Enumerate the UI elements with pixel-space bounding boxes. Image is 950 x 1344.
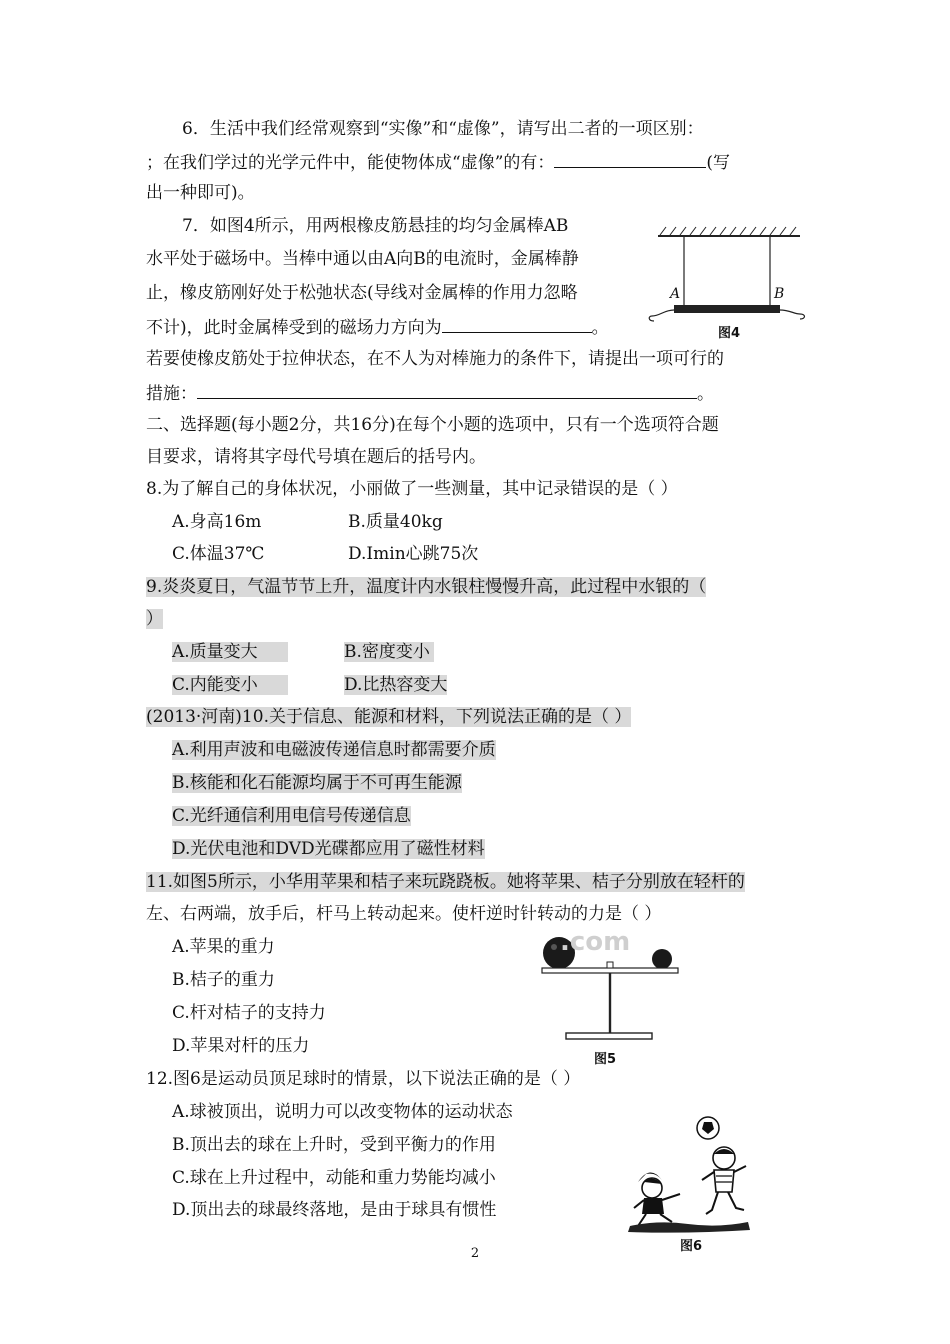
q7-line6-text: 措施：: [146, 384, 197, 404]
figure-6-caption: 图6: [680, 1239, 703, 1254]
q9-stem-line1: 9.炎炎夏日，气温节节上升，温度计内水银柱慢慢升高，此过程中水银的（: [146, 577, 707, 597]
q8-stem: 8.为了解自己的身体状况，小丽做了一些测量，其中记录错误的是（ ）: [146, 479, 678, 499]
q7-line6: [146, 380, 714, 406]
figure-4-label-a: A: [670, 286, 681, 302]
q7-line6-tail: 。: [697, 384, 714, 404]
kneeling-player-shape: [634, 1172, 680, 1226]
q9-option-d[interactable]: D.比热容变大: [344, 675, 448, 695]
q9-stem-line2: ）: [146, 609, 163, 629]
q11-option-d[interactable]: D.苹果对杆的压力: [172, 1036, 310, 1056]
q7-line4: [146, 314, 609, 340]
q7-measure-blank[interactable]: [197, 380, 697, 399]
stand-base: [566, 1033, 652, 1039]
q11-option-a[interactable]: A.苹果的重力: [172, 937, 275, 957]
q6-line2-tail: (写: [706, 153, 731, 173]
heading-player-shape: [702, 1147, 746, 1214]
q10-option-b[interactable]: B.核能和化石能源均属于不可再生能源: [172, 773, 462, 793]
figure-5-watermark: .com: [560, 927, 631, 957]
q10-stem: (2013·河南)10.关于信息、能源和材料，下列说法正确的是（ ）: [146, 707, 632, 727]
grass-shape: [628, 1222, 750, 1233]
figure-4-label-b: B: [774, 286, 785, 302]
q6-line2: [146, 149, 730, 175]
q8-option-d[interactable]: D.Imin心跳75次: [348, 544, 479, 564]
page-number: 2: [470, 1246, 480, 1261]
q7-direction-blank[interactable]: [442, 314, 592, 333]
q6-answer-blank[interactable]: [554, 149, 706, 168]
q9-option-c[interactable]: C.内能变小: [172, 675, 288, 695]
q12-option-a[interactable]: A.球被顶出，说明力可以改变物体的运动状态: [172, 1102, 513, 1122]
q9-option-b[interactable]: B.密度变小: [344, 642, 434, 662]
q6-line2-text: ；在我们学过的光学元件中，能使物体成“虚像”的有：: [146, 153, 555, 173]
q11-option-c[interactable]: C.杆对桔子的支持力: [172, 1003, 326, 1023]
q7-line2: 水平处于磁场中。当棒中通以由A向B的电流时，金属棒静: [146, 249, 579, 269]
q10-option-a[interactable]: A.利用声波和电磁波传递信息时都需要介质: [172, 740, 496, 760]
q11-stem-line2: 左、右两端，放手后，杆马上转动起来。使杆逆时针转动的力是（ ）: [146, 904, 662, 924]
q6-line3: 出一种即可)。: [146, 183, 255, 203]
figure-4: [648, 222, 810, 342]
q11-option-b[interactable]: B.桔子的重力: [172, 970, 275, 990]
figure-6-drawing: [628, 1110, 760, 1238]
q7-line4-text: 不计)，此时金属棒受到的磁场力方向为: [146, 318, 442, 338]
q6-line1: 6．生活中我们经常观察到“实像”和“虚像”，请写出二者的一项区别：: [182, 119, 704, 139]
q12-option-c[interactable]: C.球在上升过程中，动能和重力势能均减小: [172, 1168, 496, 1188]
section2-line2: 目要求，请将其字母代号填在题后的括号内。: [146, 447, 486, 467]
q7-line5: 若要使橡皮筋处于拉伸状态，在不人为对棒施力的条件下，请提出一项可行的: [146, 349, 724, 369]
q8-option-c[interactable]: C.体温37℃: [172, 544, 265, 564]
figure-5: [522, 925, 682, 1065]
q8-option-b[interactable]: B.质量40kg: [348, 512, 443, 532]
q10-option-d[interactable]: D.光伏电池和DVD光碟都应用了磁性材料: [172, 839, 485, 859]
q12-option-b[interactable]: B.顶出去的球在上升时，受到平衡力的作用: [172, 1135, 496, 1155]
q7-line1: 7．如图4所示，用两根橡皮筋悬挂的均匀金属棒AB: [182, 216, 569, 236]
section2-line1: 二、选择题(每小题2分，共16分)在每个小题的选项中，只有一个选项符合题: [146, 415, 719, 435]
q7-line4-tail: 。: [591, 318, 609, 338]
orange-shape: [652, 949, 672, 969]
q7-line3: 止，橡皮筋刚好处于松弛状态(导线对金属棒的作用力忽略: [146, 283, 578, 303]
q12-option-d[interactable]: D.顶出去的球最终落地，是由于球具有惯性: [172, 1200, 497, 1220]
lever-shape: [542, 968, 678, 973]
q10-option-c[interactable]: C.光纤通信利用电信号传递信息: [172, 806, 411, 826]
figure-6: [628, 1110, 760, 1256]
q12-stem: 12.图6是运动员顶足球时的情景，以下说法正确的是（ ）: [146, 1069, 581, 1089]
q9-option-a[interactable]: A.质量变大: [172, 642, 288, 662]
q8-option-a[interactable]: A.身高16m: [172, 512, 262, 532]
q11-stem-line1: 11.如图5所示，小华用苹果和桔子来玩跷跷板。她将苹果、桔子分别放在轻杆的: [146, 872, 745, 892]
figure-5-caption: 图5: [594, 1052, 617, 1067]
figure-4-caption: 图4: [718, 326, 741, 341]
